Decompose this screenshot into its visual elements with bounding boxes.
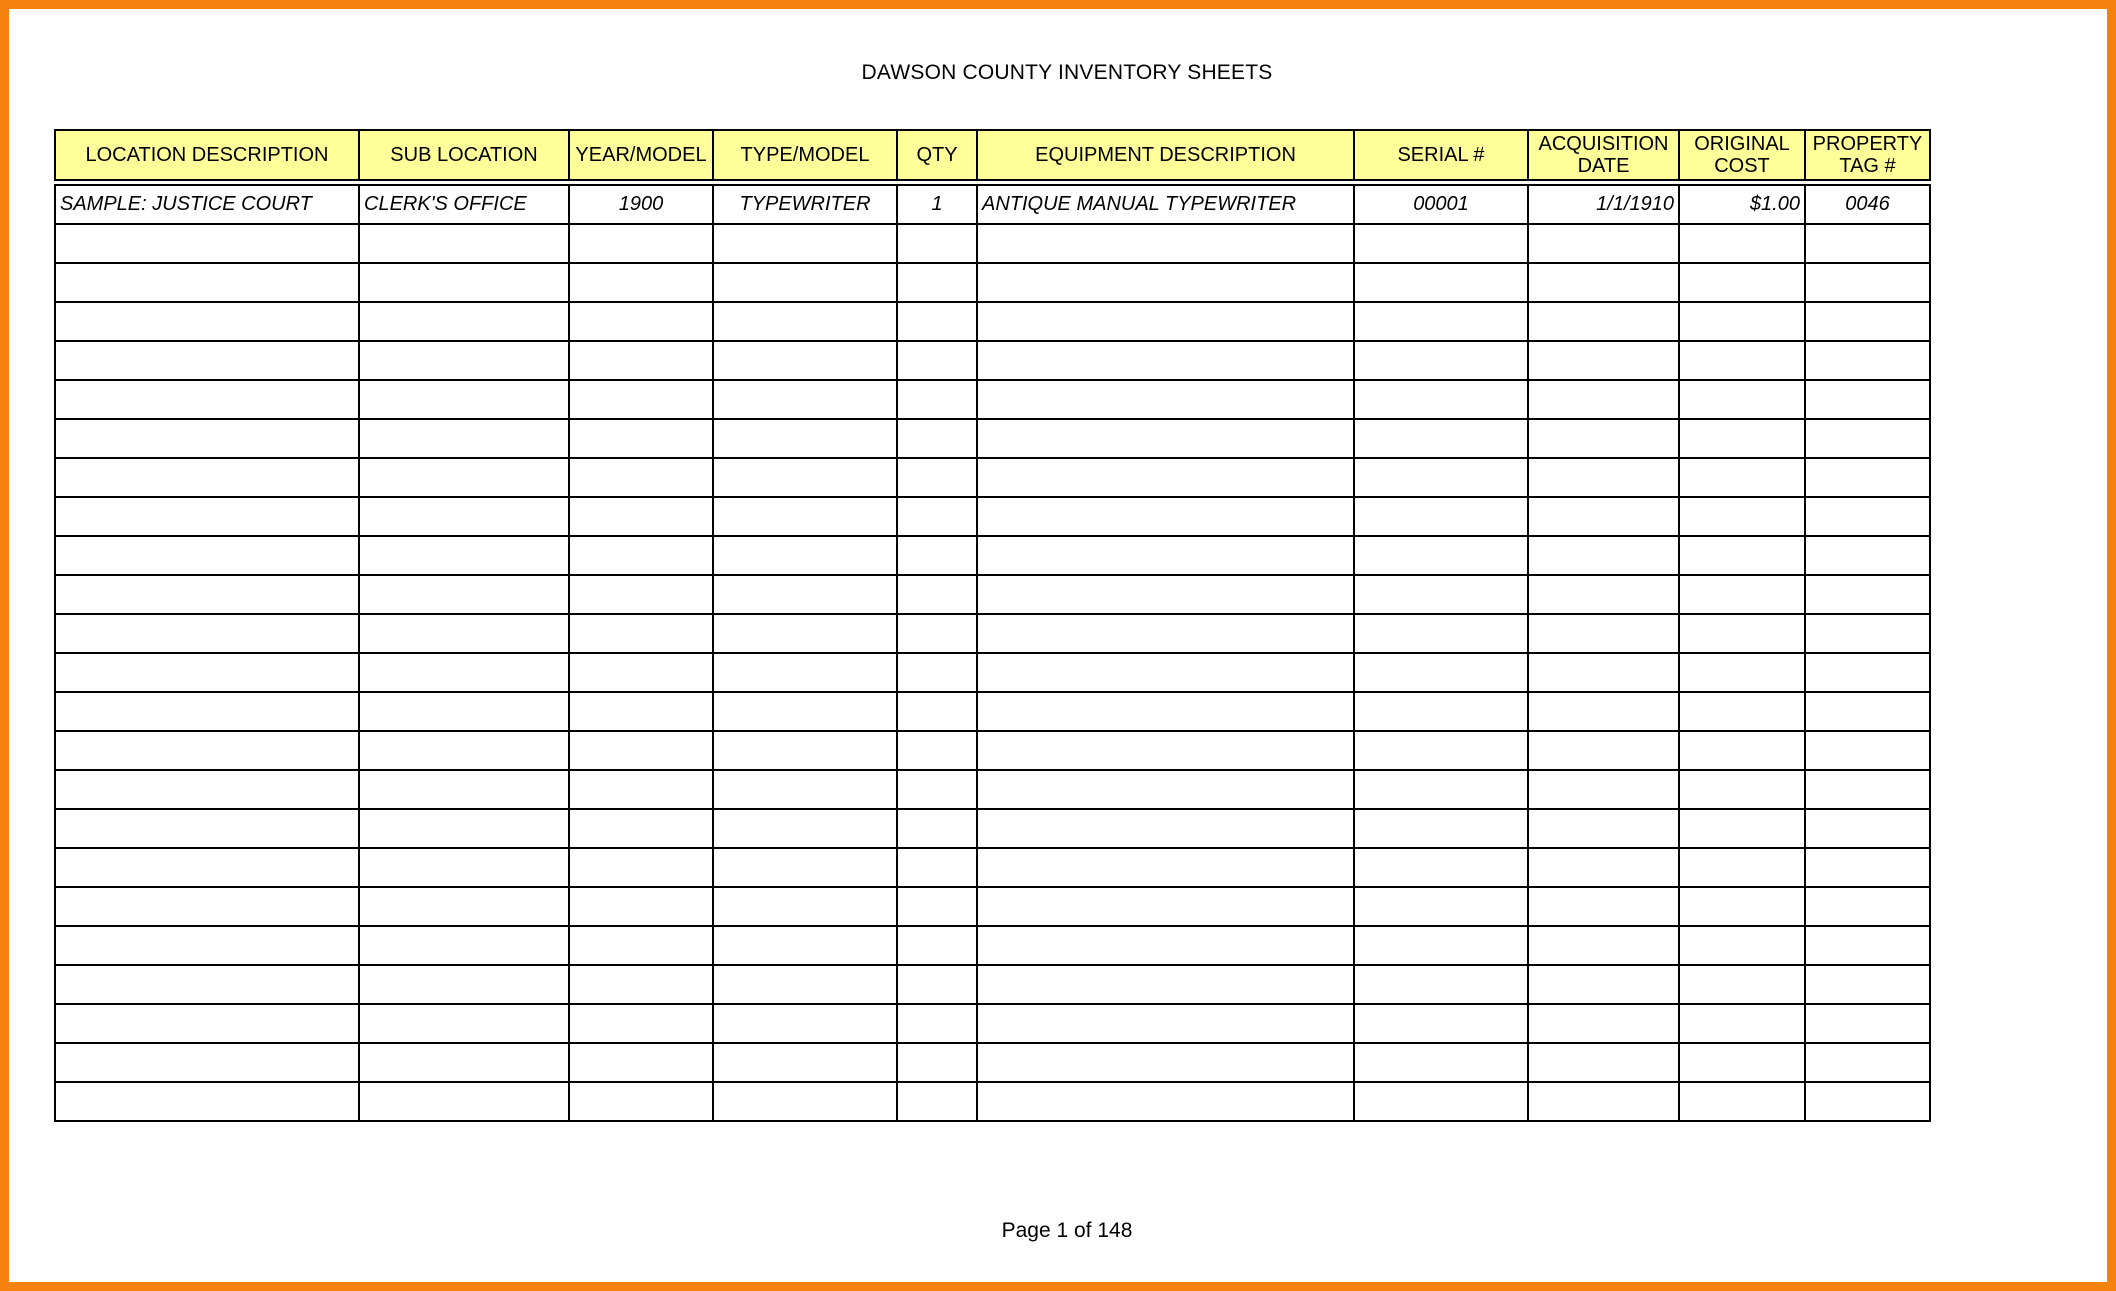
cell-location-description[interactable] (55, 887, 359, 926)
cell-serial[interactable] (1354, 458, 1528, 497)
col-header-sub-location: SUB LOCATION (359, 130, 569, 183)
cell-serial[interactable] (1354, 1082, 1528, 1121)
cell-property-tag[interactable] (1805, 965, 1930, 1004)
cell-property-tag[interactable] (1805, 419, 1930, 458)
cell-year-model[interactable] (569, 770, 713, 809)
cell-equipment-description[interactable] (977, 653, 1354, 692)
cell-equipment-description[interactable] (977, 614, 1354, 653)
cell-location-description[interactable] (55, 692, 359, 731)
cell-acquisition-date[interactable] (1528, 575, 1679, 614)
cell-equipment-description[interactable] (977, 497, 1354, 536)
cell-type-model[interactable] (713, 341, 897, 380)
cell-original-cost[interactable] (1679, 458, 1805, 497)
cell-location-description[interactable] (55, 575, 359, 614)
cell-qty[interactable] (897, 1082, 977, 1121)
cell-original-cost[interactable] (1679, 302, 1805, 341)
cell-year-model[interactable] (569, 1043, 713, 1082)
cell-year-model[interactable] (569, 536, 713, 575)
cell-type-model[interactable] (713, 614, 897, 653)
col-header-location-description: LOCATION DESCRIPTION (55, 130, 359, 183)
cell-acquisition-date[interactable] (1528, 224, 1679, 263)
cell-location-description[interactable] (55, 302, 359, 341)
cell-serial[interactable] (1354, 965, 1528, 1004)
cell-location-description[interactable] (55, 341, 359, 380)
cell-qty[interactable] (897, 263, 977, 302)
cell-type-model[interactable]: TYPEWRITER (713, 183, 897, 225)
cell-location-description[interactable] (55, 653, 359, 692)
cell-property-tag[interactable] (1805, 380, 1930, 419)
cell-acquisition-date[interactable] (1528, 614, 1679, 653)
cell-acquisition-date[interactable] (1528, 731, 1679, 770)
cell-original-cost[interactable] (1679, 224, 1805, 263)
cell-sub-location[interactable] (359, 458, 569, 497)
cell-property-tag[interactable] (1805, 458, 1930, 497)
cell-type-model[interactable] (713, 1004, 897, 1043)
cell-equipment-description[interactable] (977, 926, 1354, 965)
table-row (55, 497, 1930, 536)
cell-equipment-description[interactable] (977, 419, 1354, 458)
cell-acquisition-date[interactable] (1528, 458, 1679, 497)
cell-property-tag[interactable] (1805, 926, 1930, 965)
cell-equipment-description[interactable] (977, 302, 1354, 341)
cell-location-description[interactable] (55, 536, 359, 575)
cell-location-description[interactable] (55, 926, 359, 965)
table-row (55, 341, 1930, 380)
table-row (55, 1004, 1930, 1043)
col-header-property-tag: PROPERTY TAG # (1805, 130, 1930, 183)
cell-original-cost[interactable] (1679, 575, 1805, 614)
cell-year-model[interactable] (569, 809, 713, 848)
cell-original-cost[interactable] (1679, 419, 1805, 458)
cell-sub-location[interactable] (359, 419, 569, 458)
cell-location-description[interactable] (55, 614, 359, 653)
cell-location-description[interactable] (55, 419, 359, 458)
cell-year-model[interactable] (569, 1004, 713, 1043)
cell-acquisition-date[interactable] (1528, 965, 1679, 1004)
cell-property-tag[interactable] (1805, 848, 1930, 887)
table-row (55, 302, 1930, 341)
cell-original-cost[interactable] (1679, 497, 1805, 536)
cell-qty[interactable] (897, 1043, 977, 1082)
cell-sub-location[interactable] (359, 224, 569, 263)
cell-serial[interactable] (1354, 341, 1528, 380)
cell-acquisition-date[interactable] (1528, 653, 1679, 692)
cell-location-description[interactable] (55, 848, 359, 887)
cell-property-tag[interactable] (1805, 1004, 1930, 1043)
table-row (55, 458, 1930, 497)
cell-sub-location[interactable] (359, 1082, 569, 1121)
cell-property-tag[interactable] (1805, 809, 1930, 848)
cell-acquisition-date[interactable] (1528, 302, 1679, 341)
cell-qty[interactable] (897, 809, 977, 848)
table-row (55, 419, 1930, 458)
cell-property-tag[interactable] (1805, 536, 1930, 575)
cell-original-cost[interactable] (1679, 653, 1805, 692)
cell-property-tag[interactable] (1805, 575, 1930, 614)
cell-property-tag[interactable] (1805, 614, 1930, 653)
cell-qty[interactable] (897, 575, 977, 614)
cell-serial[interactable]: 00001 (1354, 183, 1528, 225)
header-row (55, 130, 1930, 183)
col-header-equipment-description: EQUIPMENT DESCRIPTION (977, 130, 1354, 183)
table-row (55, 887, 1930, 926)
cell-year-model[interactable] (569, 653, 713, 692)
cell-original-cost[interactable] (1679, 341, 1805, 380)
cell-sub-location[interactable] (359, 575, 569, 614)
cell-serial[interactable] (1354, 1043, 1528, 1082)
cell-equipment-description[interactable] (977, 458, 1354, 497)
cell-type-model[interactable] (713, 575, 897, 614)
cell-original-cost[interactable] (1679, 1082, 1805, 1121)
col-header-original-cost: ORIGINAL COST (1679, 130, 1805, 183)
col-header-acquisition-date: ACQUISITION DATE (1528, 130, 1679, 183)
cell-year-model[interactable] (569, 341, 713, 380)
inventory-table (54, 129, 1931, 1122)
cell-property-tag[interactable] (1805, 224, 1930, 263)
table-row (55, 692, 1930, 731)
cell-type-model[interactable] (713, 887, 897, 926)
cell-location-description[interactable] (55, 263, 359, 302)
cell-qty[interactable] (897, 1004, 977, 1043)
cell-equipment-description[interactable] (977, 770, 1354, 809)
cell-serial[interactable] (1354, 497, 1528, 536)
cell-location-description[interactable] (55, 965, 359, 1004)
cell-sub-location[interactable] (359, 341, 569, 380)
cell-acquisition-date[interactable] (1528, 419, 1679, 458)
cell-original-cost[interactable] (1679, 614, 1805, 653)
cell-equipment-description[interactable] (977, 341, 1354, 380)
cell-serial[interactable] (1354, 380, 1528, 419)
cell-qty[interactable]: 1 (897, 183, 977, 225)
cell-original-cost[interactable] (1679, 1043, 1805, 1082)
cell-serial[interactable] (1354, 419, 1528, 458)
cell-qty[interactable] (897, 614, 977, 653)
cell-sub-location[interactable] (359, 263, 569, 302)
cell-location-description[interactable] (55, 1082, 359, 1121)
cell-qty[interactable] (897, 224, 977, 263)
cell-original-cost[interactable] (1679, 536, 1805, 575)
cell-sub-location[interactable] (359, 380, 569, 419)
cell-year-model[interactable] (569, 224, 713, 263)
cell-serial[interactable] (1354, 224, 1528, 263)
cell-property-tag[interactable] (1805, 302, 1930, 341)
cell-property-tag[interactable] (1805, 887, 1930, 926)
cell-equipment-description[interactable] (977, 224, 1354, 263)
cell-type-model[interactable] (713, 809, 897, 848)
cell-acquisition-date[interactable] (1528, 341, 1679, 380)
cell-property-tag[interactable] (1805, 653, 1930, 692)
cell-original-cost[interactable] (1679, 770, 1805, 809)
cell-serial[interactable] (1354, 263, 1528, 302)
cell-serial[interactable] (1354, 731, 1528, 770)
table-row (55, 575, 1930, 614)
cell-sub-location[interactable]: CLERK'S OFFICE (359, 183, 569, 225)
col-header-type-model: TYPE/MODEL (713, 130, 897, 183)
cell-type-model[interactable] (713, 731, 897, 770)
cell-type-model[interactable] (713, 380, 897, 419)
sample-row (55, 183, 1930, 225)
cell-equipment-description[interactable] (977, 848, 1354, 887)
cell-acquisition-date[interactable] (1528, 770, 1679, 809)
cell-sub-location[interactable] (359, 536, 569, 575)
cell-property-tag[interactable] (1805, 770, 1930, 809)
cell-equipment-description[interactable] (977, 575, 1354, 614)
sheet-title: DAWSON COUNTY INVENTORY SHEETS (861, 61, 1273, 84)
cell-acquisition-date[interactable] (1528, 809, 1679, 848)
cell-original-cost[interactable] (1679, 731, 1805, 770)
cell-type-model[interactable] (713, 1082, 897, 1121)
cell-equipment-description[interactable]: ANTIQUE MANUAL TYPEWRITER (977, 183, 1354, 225)
cell-location-description[interactable] (55, 731, 359, 770)
cell-qty[interactable] (897, 692, 977, 731)
cell-type-model[interactable] (713, 1043, 897, 1082)
cell-acquisition-date[interactable] (1528, 1043, 1679, 1082)
cell-equipment-description[interactable] (977, 263, 1354, 302)
page-number: Page 1 of 148 (1001, 1219, 1133, 1242)
cell-type-model[interactable] (713, 926, 897, 965)
cell-serial[interactable] (1354, 770, 1528, 809)
col-header-year-model: YEAR/MODEL (569, 130, 713, 183)
col-header-qty: QTY (897, 130, 977, 183)
cell-location-description[interactable] (55, 1004, 359, 1043)
cell-acquisition-date[interactable]: 1/1/1910 (1528, 183, 1679, 225)
cell-type-model[interactable] (713, 224, 897, 263)
cell-location-description[interactable] (55, 770, 359, 809)
cell-year-model[interactable] (569, 263, 713, 302)
cell-serial[interactable] (1354, 809, 1528, 848)
cell-year-model[interactable] (569, 887, 713, 926)
cell-serial[interactable] (1354, 614, 1528, 653)
cell-qty[interactable] (897, 458, 977, 497)
cell-year-model[interactable] (569, 692, 713, 731)
cell-type-model[interactable] (713, 848, 897, 887)
cell-location-description[interactable]: SAMPLE: JUSTICE COURT (55, 183, 359, 225)
cell-acquisition-date[interactable] (1528, 263, 1679, 302)
table-row (55, 263, 1930, 302)
cell-sub-location[interactable] (359, 848, 569, 887)
cell-year-model[interactable] (569, 614, 713, 653)
cell-equipment-description[interactable] (977, 809, 1354, 848)
cell-property-tag[interactable] (1805, 1082, 1930, 1121)
cell-year-model[interactable] (569, 380, 713, 419)
cell-acquisition-date[interactable] (1528, 1004, 1679, 1043)
cell-sub-location[interactable] (359, 809, 569, 848)
cell-acquisition-date[interactable] (1528, 887, 1679, 926)
cell-year-model[interactable]: 1900 (569, 183, 713, 225)
cell-equipment-description[interactable] (977, 731, 1354, 770)
cell-equipment-description[interactable] (977, 380, 1354, 419)
cell-original-cost[interactable] (1679, 1004, 1805, 1043)
cell-equipment-description[interactable] (977, 887, 1354, 926)
table-row (55, 1043, 1930, 1082)
cell-type-model[interactable] (713, 653, 897, 692)
cell-year-model[interactable] (569, 731, 713, 770)
table-row (55, 926, 1930, 965)
table-row (55, 614, 1930, 653)
cell-qty[interactable] (897, 653, 977, 692)
table-row (55, 770, 1930, 809)
cell-qty[interactable] (897, 341, 977, 380)
cell-sub-location[interactable] (359, 965, 569, 1004)
cell-qty[interactable] (897, 731, 977, 770)
cell-property-tag[interactable]: 0046 (1805, 183, 1930, 225)
cell-acquisition-date[interactable] (1528, 536, 1679, 575)
col-header-serial: SERIAL # (1354, 130, 1528, 183)
cell-type-model[interactable] (713, 536, 897, 575)
cell-type-model[interactable] (713, 419, 897, 458)
cell-sub-location[interactable] (359, 926, 569, 965)
cell-original-cost[interactable] (1679, 848, 1805, 887)
cell-type-model[interactable] (713, 497, 897, 536)
cell-year-model[interactable] (569, 848, 713, 887)
cell-equipment-description[interactable] (977, 692, 1354, 731)
cell-qty[interactable] (897, 380, 977, 419)
cell-serial[interactable] (1354, 302, 1528, 341)
cell-qty[interactable] (897, 965, 977, 1004)
cell-property-tag[interactable] (1805, 1043, 1930, 1082)
cell-qty[interactable] (897, 848, 977, 887)
cell-original-cost[interactable]: $1.00 (1679, 183, 1805, 225)
table-row (55, 380, 1930, 419)
cell-original-cost[interactable] (1679, 263, 1805, 302)
cell-equipment-description[interactable] (977, 1043, 1354, 1082)
cell-qty[interactable] (897, 536, 977, 575)
cell-property-tag[interactable] (1805, 341, 1930, 380)
table-row (55, 653, 1930, 692)
cell-year-model[interactable] (569, 419, 713, 458)
cell-sub-location[interactable] (359, 770, 569, 809)
cell-original-cost[interactable] (1679, 887, 1805, 926)
cell-location-description[interactable] (55, 809, 359, 848)
table-row (55, 536, 1930, 575)
cell-qty[interactable] (897, 497, 977, 536)
cell-original-cost[interactable] (1679, 965, 1805, 1004)
cell-sub-location[interactable] (359, 302, 569, 341)
table-row (55, 848, 1930, 887)
cell-serial[interactable] (1354, 848, 1528, 887)
cell-location-description[interactable] (55, 380, 359, 419)
cell-original-cost[interactable] (1679, 809, 1805, 848)
cell-type-model[interactable] (713, 458, 897, 497)
cell-sub-location[interactable] (359, 1043, 569, 1082)
cell-serial[interactable] (1354, 1004, 1528, 1043)
cell-sub-location[interactable] (359, 887, 569, 926)
cell-qty[interactable] (897, 770, 977, 809)
cell-year-model[interactable] (569, 497, 713, 536)
cell-serial[interactable] (1354, 653, 1528, 692)
cell-acquisition-date[interactable] (1528, 380, 1679, 419)
cell-serial[interactable] (1354, 575, 1528, 614)
cell-type-model[interactable] (713, 965, 897, 1004)
cell-year-model[interactable] (569, 458, 713, 497)
cell-location-description[interactable] (55, 224, 359, 263)
cell-acquisition-date[interactable] (1528, 926, 1679, 965)
cell-qty[interactable] (897, 419, 977, 458)
cell-sub-location[interactable] (359, 614, 569, 653)
cell-type-model[interactable] (713, 770, 897, 809)
cell-equipment-description[interactable] (977, 536, 1354, 575)
cell-acquisition-date[interactable] (1528, 1082, 1679, 1121)
cell-location-description[interactable] (55, 458, 359, 497)
cell-qty[interactable] (897, 302, 977, 341)
cell-equipment-description[interactable] (977, 1004, 1354, 1043)
cell-acquisition-date[interactable] (1528, 692, 1679, 731)
table-row (55, 809, 1930, 848)
cell-type-model[interactable] (713, 692, 897, 731)
cell-year-model[interactable] (569, 302, 713, 341)
cell-original-cost[interactable] (1679, 926, 1805, 965)
cell-acquisition-date[interactable] (1528, 848, 1679, 887)
cell-qty[interactable] (897, 887, 977, 926)
cell-original-cost[interactable] (1679, 380, 1805, 419)
cell-type-model[interactable] (713, 302, 897, 341)
table-row (55, 224, 1930, 263)
cell-qty[interactable] (897, 926, 977, 965)
cell-year-model[interactable] (569, 926, 713, 965)
cell-equipment-description[interactable] (977, 1082, 1354, 1121)
cell-year-model[interactable] (569, 1082, 713, 1121)
cell-location-description[interactable] (55, 1043, 359, 1082)
cell-acquisition-date[interactable] (1528, 497, 1679, 536)
cell-sub-location[interactable] (359, 731, 569, 770)
cell-serial[interactable] (1354, 692, 1528, 731)
cell-year-model[interactable] (569, 575, 713, 614)
cell-type-model[interactable] (713, 263, 897, 302)
cell-property-tag[interactable] (1805, 731, 1930, 770)
cell-property-tag[interactable] (1805, 497, 1930, 536)
cell-sub-location[interactable] (359, 1004, 569, 1043)
cell-serial[interactable] (1354, 926, 1528, 965)
table-row (55, 1082, 1930, 1121)
cell-property-tag[interactable] (1805, 263, 1930, 302)
cell-sub-location[interactable] (359, 692, 569, 731)
cell-serial[interactable] (1354, 887, 1528, 926)
cell-sub-location[interactable] (359, 497, 569, 536)
cell-original-cost[interactable] (1679, 692, 1805, 731)
cell-sub-location[interactable] (359, 653, 569, 692)
table-row (55, 965, 1930, 1004)
cell-location-description[interactable] (55, 497, 359, 536)
cell-equipment-description[interactable] (977, 965, 1354, 1004)
table-row (55, 731, 1930, 770)
cell-serial[interactable] (1354, 536, 1528, 575)
cell-year-model[interactable] (569, 965, 713, 1004)
cell-property-tag[interactable] (1805, 692, 1930, 731)
